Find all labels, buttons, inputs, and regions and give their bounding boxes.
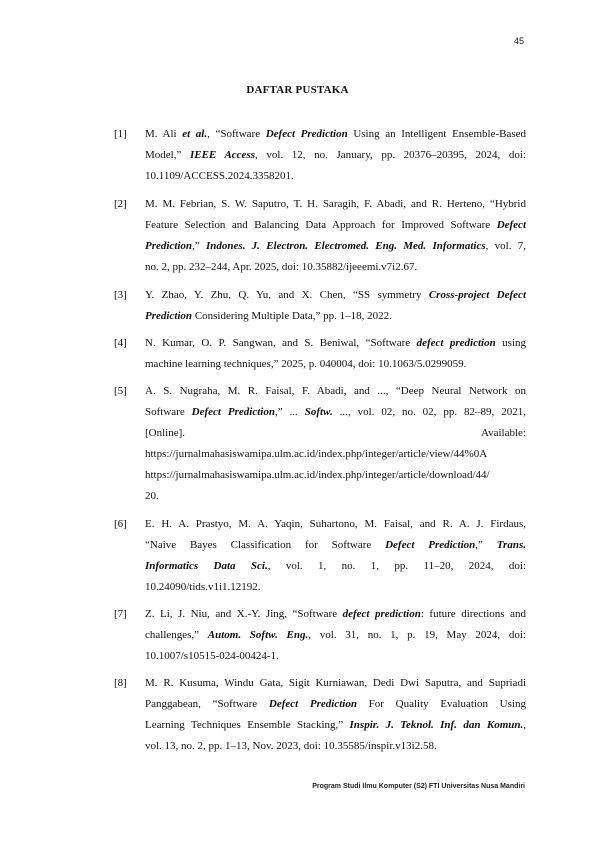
reference-emphasis: Trans. bbox=[496, 539, 526, 551]
reference-segment: Using an Intelligent Ensemble-Based bbox=[347, 128, 526, 140]
reference-segment: no. 2, pp. 232–244, Apr. 2025, doi: 10.35882/ijeeemi.v7i2.67. bbox=[145, 261, 418, 273]
reference-emphasis: Prediction bbox=[145, 310, 193, 322]
reference-text bbox=[145, 381, 526, 507]
reference-line bbox=[145, 166, 526, 187]
reference-segment: ,” ... bbox=[274, 406, 305, 418]
reference-emphasis: Cross-project Defect bbox=[428, 289, 526, 301]
reference-line bbox=[145, 194, 526, 215]
reference-line bbox=[145, 535, 526, 556]
reference-line bbox=[145, 556, 526, 577]
reference-segment: Panggabean, “Software bbox=[145, 698, 269, 710]
reference-segment: E. H. A. Prastyo, M. A. Yaqin, Suhartono, M. Faisal, and R. A. J. Firdaus, bbox=[145, 518, 526, 530]
reference-segment: https://jurnalmahasiswamipa.ulm.ac.id/index.php/integer/article/view/44%0A bbox=[145, 448, 488, 460]
reference-line bbox=[145, 486, 526, 507]
reference-line bbox=[145, 625, 526, 646]
reference-segment: , vol. 7, bbox=[485, 240, 526, 252]
reference-segment: A. S. Nugraha, M. R. Faisal, F. Abadi, and ..., “Deep Neural Network on bbox=[145, 385, 526, 397]
reference-emphasis: defect prediction bbox=[416, 337, 496, 349]
reference-emphasis: Informatics Data Sci. bbox=[145, 560, 268, 572]
reference-segment: 10.1007/s10515-024-00424-1. bbox=[145, 650, 279, 662]
reference-segment: , vol. 12, no. January, pp. 20376–20395, 2024, doi: bbox=[255, 149, 526, 161]
reference-line bbox=[145, 124, 526, 145]
reference-line bbox=[145, 444, 526, 465]
reference-line bbox=[145, 514, 526, 535]
reference-emphasis: Defect Prediction bbox=[268, 698, 357, 710]
reference-segment: Feature Selection and Balancing Data Approach for Improved Software bbox=[145, 219, 497, 231]
reference-emphasis: et al. bbox=[182, 128, 208, 140]
reference-line bbox=[145, 604, 526, 625]
reference-line bbox=[145, 145, 526, 166]
reference-segment: ,” bbox=[475, 539, 497, 551]
reference-line bbox=[145, 354, 526, 375]
reference-number: [4] bbox=[114, 337, 127, 349]
reference-segment: machine learning techniques,” 2025, p. 040004, doi: 10.1063/5.0299059. bbox=[145, 358, 467, 370]
reference-text bbox=[145, 514, 526, 598]
reference-segment: M. R. Kusuma, Windu Gata, Sigit Kurniawan, Dedi Dwi Saputra, and Supriadi bbox=[145, 677, 526, 689]
reference-text bbox=[145, 604, 526, 667]
reference-segment: , vol. 1, no. 1, pp. 11–20, 2024, doi: bbox=[267, 560, 526, 572]
reference-line bbox=[145, 215, 526, 236]
reference-segment: 10.24090/tids.v1i1.12192. bbox=[145, 581, 261, 593]
reference-line bbox=[145, 257, 526, 278]
reference-text bbox=[145, 333, 526, 375]
reference-number: [1] bbox=[114, 128, 127, 140]
reference-line bbox=[145, 715, 526, 736]
reference-line bbox=[145, 306, 526, 327]
reference-text bbox=[145, 285, 526, 327]
reference-segment: ..., vol. 02, no. 02, pp. 82–89, 2021, bbox=[332, 406, 526, 418]
reference-segment: Learning Techniques Ensemble Stacking,” bbox=[145, 719, 350, 731]
reference-segment: N. Kumar, O. P. Sangwan, and S. Beniwal, “Software bbox=[145, 337, 417, 349]
reference-number: [2] bbox=[114, 198, 127, 210]
reference-segment: , vol. 31, no. 1, p. 19, May 2024, doi: bbox=[308, 629, 526, 641]
reference-emphasis: Inspir. J. Teknol. Inf. dan Komun. bbox=[349, 719, 524, 731]
reference-number: [3] bbox=[114, 289, 127, 301]
reference-segment: For Quality Evaluation Using bbox=[356, 698, 526, 710]
reference-line bbox=[145, 673, 526, 694]
reference-segment: 20. bbox=[145, 490, 159, 502]
reference-emphasis: defect prediction bbox=[342, 608, 421, 620]
reference-emphasis: Prediction bbox=[145, 240, 193, 252]
reference-emphasis: Softw. bbox=[304, 406, 333, 418]
reference-segment: M. M. Febrian, S. W. Saputro, T. H. Saragih, F. Abadi, and R. Herteno, “Hybrid bbox=[145, 198, 526, 210]
reference-emphasis: Indones. J. Electron. Electromed. Eng. Med. Informatics bbox=[205, 240, 486, 252]
page-footer: Program Studi Ilmu Komputer (S2) FTI Universitas Nusa Mandiri bbox=[312, 783, 525, 790]
reference-segment: vol. 13, no. 2, pp. 1–13, Nov. 2023, doi: 10.35585/inspir.v13i2.58. bbox=[145, 740, 437, 752]
reference-segment: : future directions and bbox=[420, 608, 526, 620]
reference-number: [5] bbox=[114, 385, 127, 397]
reference-emphasis: IEEE Access bbox=[189, 149, 256, 161]
reference-segment: , “Software bbox=[207, 128, 266, 140]
reference-segment: https://jurnalmahasiswamipa.ulm.ac.id/index.php/integer/article/download/44/ bbox=[145, 469, 490, 481]
reference-segment: using bbox=[495, 337, 526, 349]
reference-segment: Model,” bbox=[145, 149, 190, 161]
reference-segment: 10.1109/ACCESS.2024.3358201. bbox=[145, 170, 294, 182]
reference-segment: challenges,” bbox=[145, 629, 208, 641]
reference-number: [8] bbox=[114, 677, 127, 689]
page-number: 45 bbox=[513, 36, 524, 46]
reference-emphasis: Autom. Softw. Eng. bbox=[207, 629, 309, 641]
page-title: DAFTAR PUSTAKA bbox=[246, 84, 349, 96]
reference-line bbox=[145, 333, 526, 354]
reference-line bbox=[145, 402, 526, 423]
reference-line bbox=[145, 285, 526, 306]
reference-segment: “Naive Bayes Classification for Software bbox=[145, 539, 386, 551]
reference-text bbox=[145, 124, 526, 187]
reference-line bbox=[145, 694, 526, 715]
reference-emphasis: Defect Prediction bbox=[385, 539, 476, 551]
reference-number: [7] bbox=[114, 608, 127, 620]
reference-segment: , bbox=[523, 719, 526, 731]
reference-line bbox=[145, 577, 526, 598]
reference-number: [6] bbox=[114, 518, 127, 530]
reference-line bbox=[145, 423, 526, 444]
reference-segment: Y. Zhao, Y. Zhu, Q. Yu, and X. Chen, “SS symmetry bbox=[145, 289, 429, 301]
reference-segment: M. Ali bbox=[145, 128, 183, 140]
reference-line bbox=[145, 646, 526, 667]
reference-segment: ,” bbox=[192, 240, 206, 252]
reference-emphasis: Defect Prediction bbox=[191, 406, 275, 418]
reference-line bbox=[145, 381, 526, 402]
reference-text bbox=[145, 673, 526, 757]
reference-segment: [Online]. Available: bbox=[145, 427, 526, 439]
reference-line bbox=[145, 736, 526, 757]
reference-segment: Z. Li, J. Niu, and X.-Y. Jing, “Software bbox=[145, 608, 343, 620]
reference-line bbox=[145, 236, 526, 257]
reference-emphasis: Defect bbox=[496, 219, 526, 231]
reference-line bbox=[145, 465, 526, 486]
reference-emphasis: Defect Prediction bbox=[265, 128, 348, 140]
reference-text bbox=[145, 194, 526, 278]
reference-segment: Considering Multiple Data,” pp. 1–18, 2022. bbox=[192, 310, 392, 322]
reference-segment: Software bbox=[145, 406, 192, 418]
